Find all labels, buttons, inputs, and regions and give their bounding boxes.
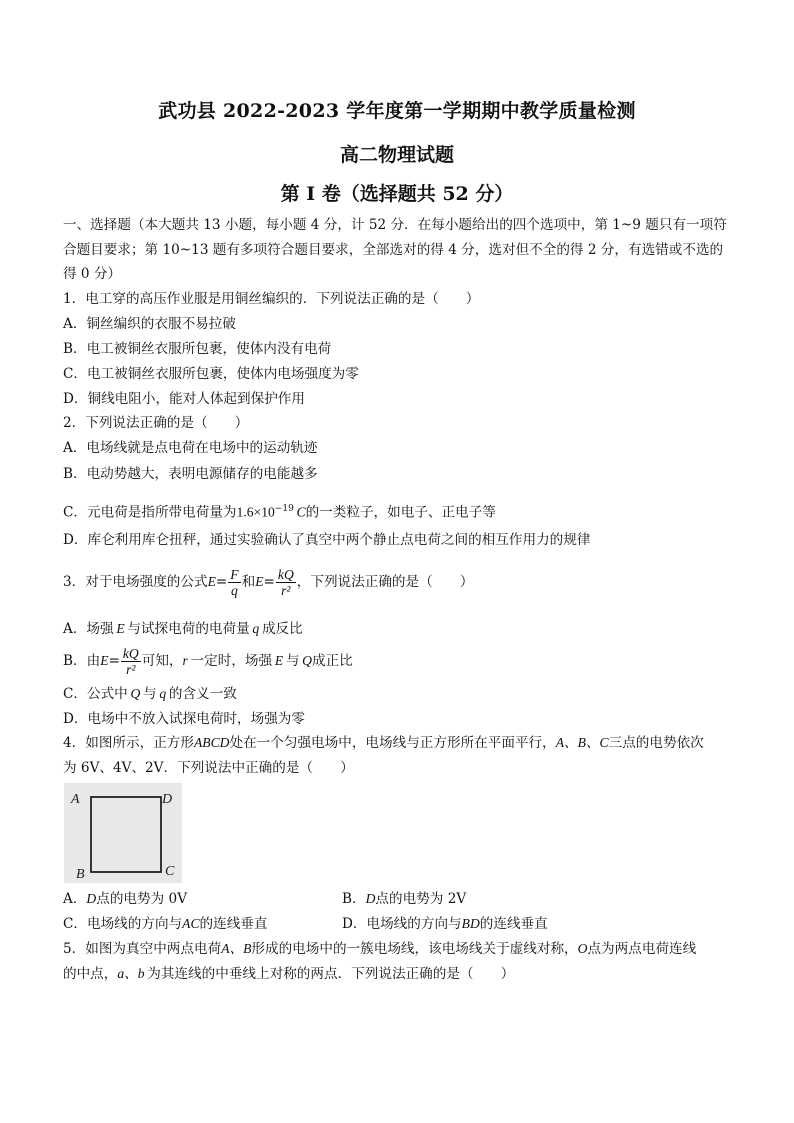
section-heading: 第 I 卷（选择题共 52 分） <box>280 183 514 205</box>
q3-a-prefix: A．场强 <box>63 621 114 637</box>
q4-line1-prefix: 4．如图所示，正方形 <box>63 735 194 751</box>
q2-option-c <box>63 501 496 521</box>
formula-e-1: E <box>207 574 216 589</box>
q4-line1-suffix: 三点的电势依次 <box>608 735 704 751</box>
formula-f-over-q <box>228 567 240 598</box>
formula-equals-2: = <box>263 574 275 590</box>
q4-c-suffix: 的连线垂直 <box>199 916 268 932</box>
q3-option-d: D．电场中不放入试探电荷时，场强为零 <box>63 711 305 727</box>
square-outline <box>91 797 161 872</box>
q5-line2-prefix: 的中点， <box>63 966 118 982</box>
q4-d-points: BD <box>461 916 480 931</box>
q3-b-suffix: 成正比 <box>312 653 353 669</box>
q4-a-prefix: A． <box>63 891 87 907</box>
charge-exponent: −19 <box>274 504 294 514</box>
q3-option-a <box>63 621 303 637</box>
q5-points-ab: a、b <box>117 966 145 981</box>
q3-stem-prefix: 3．对于电场强度的公式 <box>63 574 208 590</box>
q3-c-q: q <box>159 686 167 701</box>
q3-c-Q: Q <box>130 686 141 701</box>
q4-abcd: ABCD <box>194 735 230 750</box>
q4-b-prefix: B． <box>342 891 366 907</box>
q3-option-b <box>63 644 353 678</box>
q4-a-point: D <box>86 891 97 906</box>
square-abcd-figure <box>64 783 182 883</box>
q2-option-c-prefix: C．元电荷是指所带电荷量为 <box>63 504 237 521</box>
q5-line1-mid: 形成的电场中的一簇电场线，该电场线关于虚线对称， <box>251 941 578 957</box>
q3-c-prefix: C．公式中 <box>63 686 128 702</box>
q3-b-numerator: kQ <box>122 646 139 661</box>
q3-c-suffix: 的含义一致 <box>168 686 237 702</box>
square-diagram <box>64 783 182 883</box>
q4-line1-mid: 处在一个匀强电场中，电场线与正方形所在平面平行， <box>229 735 556 751</box>
formula-r2-denominator: r² <box>281 583 291 598</box>
q3-a-e: E <box>116 621 125 636</box>
exam-subtitle: 高二物理试题 <box>339 144 454 166</box>
q4-d-prefix: D．电场线的方向与 <box>342 916 462 932</box>
q4-points: A、B、C <box>555 735 609 750</box>
q3-b-fraction <box>121 646 141 677</box>
exam-title: 武功县 2022-2023 学年度第一学期期中教学质量检测 <box>158 100 636 122</box>
charge-value: 1.6×10 <box>236 504 275 520</box>
formula-e-2: E <box>255 574 264 589</box>
formula-equals-1: = <box>215 574 228 590</box>
q4-c-points: AC <box>182 916 200 931</box>
q1-option-c: C．电工被铜丝衣服所包裹，使体内电场强度为零 <box>63 366 359 382</box>
q2-stem: 2．下列说法正确的是（ ） <box>63 415 249 431</box>
intro-line-1: 一、选择题（本大题共 13 小题，每小题 4 分，计 52 分．在每小题给出的四个选项中，第 1~9 题只有一项符 <box>63 217 727 233</box>
intro-line-2: 合题目要求；第 10~13 题有多项符合题目要求，全部选对的得 4 分，选对但不全的得 2 分，有选错或不选的 <box>63 242 724 258</box>
q3-stem <box>63 565 473 599</box>
q2-option-a: A．电场线就是点电荷在电场中的运动轨迹 <box>63 440 318 456</box>
q3-b-mid: 可知， <box>141 653 183 669</box>
q5-stem-line-1 <box>63 941 696 957</box>
q2-option-b: B．电动势越大，表明电源储存的电能越多 <box>63 466 318 482</box>
q4-option-d <box>342 916 548 932</box>
formula-kq-numerator: kQ <box>277 567 294 582</box>
q3-b-e: E <box>100 653 109 668</box>
vertex-b-label: B <box>76 867 85 882</box>
q4-b-point: D <box>365 891 376 906</box>
vertex-d-label: D <box>162 792 173 807</box>
q3-b-r: r <box>182 653 188 668</box>
q1-stem: 1．电工穿的高压作业服是用铜丝编织的．下列说法正确的是（ ） <box>63 291 480 307</box>
q1-option-d: D．铜线电阻小，能对人体起到保护作用 <box>63 391 305 407</box>
q3-a-q: q <box>252 621 260 636</box>
formula-q-denominator: q <box>231 583 238 598</box>
q4-option-b <box>342 891 466 907</box>
q3-b-mid2: 一定时，场强 <box>190 653 273 669</box>
q5-line1-suffix: 点为两点电荷连线 <box>587 941 697 957</box>
intro-line-3: 得 0 分） <box>63 266 122 282</box>
q5-stem-line-2 <box>63 966 514 982</box>
q2-option-c-suffix: 的一类粒子，如电子、正电子等 <box>305 504 496 521</box>
q4-stem-line-1 <box>63 735 704 751</box>
q4-d-suffix: 的连线垂直 <box>479 916 548 932</box>
vertex-c-label: C <box>165 864 175 879</box>
q1-option-a: A．铜丝编织的衣服不易拉破 <box>63 316 236 332</box>
q3-c-mid: 与 <box>143 686 157 702</box>
q3-a-suffix: 成反比 <box>261 621 303 637</box>
q3-a-mid: 与试探电荷的电荷量 <box>127 621 250 637</box>
q3-b-mid3: 与 <box>285 653 300 669</box>
q3-stem-suffix: ，下列说法正确的是（ ） <box>296 574 474 590</box>
vertex-a-label: A <box>71 792 80 807</box>
q5-charges: A、B <box>221 941 252 956</box>
q3-option-c <box>63 686 237 702</box>
q4-c-prefix: C．电场线的方向与 <box>63 916 183 932</box>
formula-kq-over-r2 <box>276 567 296 598</box>
formula-and: 和 <box>241 574 256 590</box>
q3-b-e2: E <box>274 653 284 668</box>
q4-option-c <box>63 916 268 932</box>
q1-option-b: B．电工被铜丝衣服所包裹，使体内没有电荷 <box>63 341 332 357</box>
q3-b-prefix: B．由 <box>63 653 101 669</box>
q5-point-o: O <box>577 941 588 956</box>
q4-a-suffix: 点的电势为 0V <box>96 891 188 907</box>
q3-b-q: Q <box>302 653 312 668</box>
q2-option-d: D．库仑利用库仑扭秤，通过实验确认了真空中两个静止点电荷之间的相互作用力的规律 <box>63 532 591 548</box>
q5-line1-prefix: 5．如图为真空中两点电荷 <box>63 941 222 957</box>
q3-b-equals: = <box>108 653 120 669</box>
q5-line2-suffix: 为其连线的中垂线上对称的两点．下列说法正确的是（ ） <box>147 966 515 982</box>
q4-b-suffix: 点的电势为 2V <box>375 891 467 907</box>
q4-stem-line-2: 为 6V、4V、2V．下列说法中正确的是（ ） <box>63 760 354 776</box>
coulomb-unit: C <box>296 504 306 520</box>
formula-f-numerator: F <box>230 567 239 582</box>
q3-b-denominator: r² <box>126 662 136 677</box>
q4-option-a <box>63 891 187 907</box>
